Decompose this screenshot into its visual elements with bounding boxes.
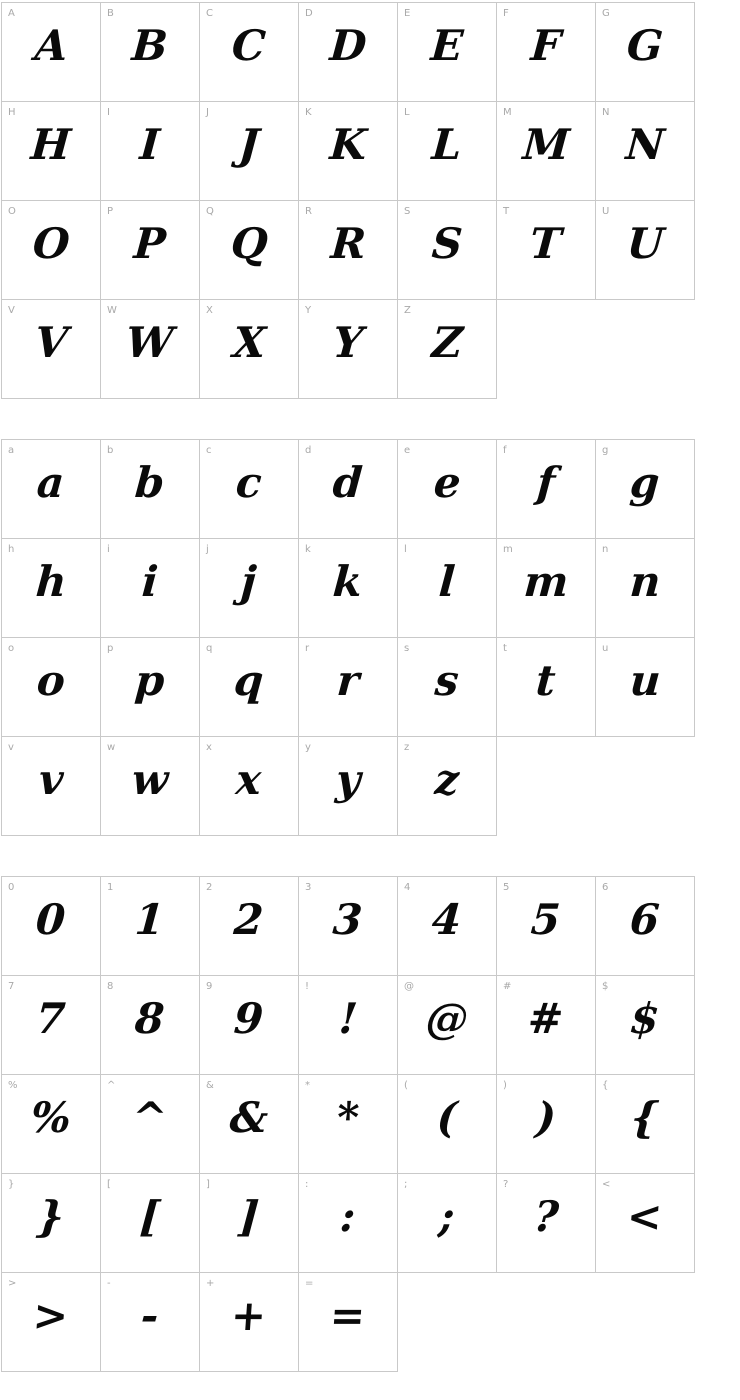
cell-glyph: T xyxy=(528,219,564,268)
cell-glyph: s xyxy=(433,656,461,705)
cell-glyph: V xyxy=(33,318,70,367)
cell-glyph: i xyxy=(140,557,160,606)
cell-label: 7 xyxy=(8,981,15,992)
cell-glyph: f xyxy=(535,458,557,507)
cell-label: ? xyxy=(503,1179,509,1190)
cell-glyph: b xyxy=(133,458,167,507)
cell-label: 6 xyxy=(602,882,609,893)
cell-label: y xyxy=(305,742,312,753)
grid-row xyxy=(1,1074,740,1174)
cell-label: Z xyxy=(404,305,412,316)
glyph-cell xyxy=(595,101,695,201)
glyph-cell xyxy=(298,1074,398,1174)
cell-glyph: N xyxy=(624,120,666,169)
cell-glyph: % xyxy=(29,1093,73,1142)
cell-glyph: ! xyxy=(337,994,359,1043)
cell-glyph: q xyxy=(232,656,266,705)
cell-glyph: X xyxy=(231,318,268,367)
glyph-cell xyxy=(199,1074,299,1174)
cell-glyph: h xyxy=(34,557,69,606)
cell-label: 2 xyxy=(206,882,213,893)
cell-glyph: w xyxy=(130,755,170,804)
cell-glyph: o xyxy=(35,656,67,705)
cell-label: P xyxy=(107,206,114,217)
cell-label: ] xyxy=(206,1179,211,1190)
cell-glyph: } xyxy=(35,1192,67,1241)
cell-label: ! xyxy=(305,981,310,992)
cell-glyph: Y xyxy=(331,318,365,367)
cell-glyph: B xyxy=(130,21,170,70)
grid-row xyxy=(1,1272,740,1372)
glyph-cell xyxy=(595,975,695,1075)
glyph-cell xyxy=(1,736,101,836)
glyph-cell xyxy=(298,200,398,300)
grid-row xyxy=(1,200,740,300)
glyph-cell xyxy=(496,200,596,300)
glyph-cell xyxy=(595,637,695,737)
cell-glyph: m xyxy=(522,557,570,606)
cell-glyph: l xyxy=(437,557,457,606)
cell-label: g xyxy=(602,445,609,456)
cell-label: j xyxy=(206,544,210,555)
glyph-cell xyxy=(1,1173,101,1273)
cell-glyph: 1 xyxy=(133,895,167,944)
cell-label: u xyxy=(602,643,609,654)
cell-label: 0 xyxy=(8,882,15,893)
grid-digits-and-symbols xyxy=(1,876,740,1372)
glyph-cell xyxy=(397,101,497,201)
cell-glyph: x xyxy=(234,755,264,804)
cell-glyph: u xyxy=(628,656,663,705)
cell-label: n xyxy=(602,544,609,555)
cell-glyph: K xyxy=(328,120,368,169)
grid-row xyxy=(1,299,740,399)
glyph-cell xyxy=(397,2,497,102)
cell-label: t xyxy=(503,643,508,654)
cell-label: [ xyxy=(107,1179,112,1190)
glyph-cell xyxy=(298,736,398,836)
cell-glyph: p xyxy=(133,656,167,705)
glyph-cell xyxy=(298,299,398,399)
glyph-cell xyxy=(199,2,299,102)
cell-glyph: H xyxy=(29,120,73,169)
cell-glyph: c xyxy=(234,458,264,507)
cell-label: N xyxy=(602,107,610,118)
cell-label: x xyxy=(206,742,213,753)
cell-glyph: = xyxy=(328,1291,368,1340)
grid-row xyxy=(1,538,740,638)
glyph-cell xyxy=(397,200,497,300)
cell-glyph: ^ xyxy=(130,1093,170,1142)
cell-glyph: F xyxy=(529,21,563,70)
glyph-cell xyxy=(298,1272,398,1372)
glyph-cell xyxy=(199,439,299,539)
glyph-cell xyxy=(199,101,299,201)
cell-label: f xyxy=(503,445,508,456)
glyph-cell xyxy=(298,439,398,539)
cell-label: $ xyxy=(602,981,609,992)
cell-label: ; xyxy=(404,1179,408,1190)
glyph-cell xyxy=(100,2,200,102)
cell-label: k xyxy=(305,544,312,555)
cell-glyph: [ xyxy=(138,1192,162,1241)
glyph-cell xyxy=(199,1272,299,1372)
cell-label: o xyxy=(8,643,15,654)
cell-label: & xyxy=(206,1080,215,1091)
grid-uppercase-letters xyxy=(1,2,740,399)
cell-glyph: U xyxy=(624,219,666,268)
cell-label: i xyxy=(107,544,111,555)
cell-glyph: 0 xyxy=(34,895,68,944)
cell-label: J xyxy=(206,107,210,118)
glyph-cell xyxy=(100,439,200,539)
grid-row xyxy=(1,876,740,976)
grid-row xyxy=(1,101,740,201)
cell-glyph: ( xyxy=(435,1093,459,1142)
cell-label: A xyxy=(8,8,16,19)
cell-label: 8 xyxy=(107,981,114,992)
cell-label: # xyxy=(503,981,512,992)
cell-label: F xyxy=(503,8,510,19)
glyph-cell xyxy=(298,1173,398,1273)
cell-label: Y xyxy=(305,305,312,316)
cell-glyph: r xyxy=(335,656,361,705)
cell-glyph: P xyxy=(132,219,168,268)
cell-label: D xyxy=(305,8,314,19)
cell-glyph: 5 xyxy=(529,895,563,944)
cell-glyph: 2 xyxy=(232,895,266,944)
cell-glyph: O xyxy=(31,219,72,268)
cell-label: = xyxy=(305,1278,314,1289)
glyph-cell xyxy=(100,637,200,737)
cell-label: E xyxy=(404,8,411,19)
glyph-cell xyxy=(595,439,695,539)
cell-glyph: ) xyxy=(534,1093,558,1142)
cell-glyph: ] xyxy=(237,1192,261,1241)
glyph-cell xyxy=(595,200,695,300)
cell-label: c xyxy=(206,445,212,456)
cell-label: T xyxy=(503,206,510,217)
cell-label: z xyxy=(404,742,410,753)
cell-glyph: $ xyxy=(628,994,662,1043)
cell-glyph: Q xyxy=(229,219,270,268)
cell-label: w xyxy=(107,742,116,753)
cell-label: ( xyxy=(404,1080,409,1091)
glyph-cell xyxy=(199,299,299,399)
cell-label: M xyxy=(503,107,513,118)
cell-label: v xyxy=(8,742,15,753)
glyph-cell xyxy=(100,736,200,836)
cell-glyph: ; xyxy=(437,1192,457,1241)
cell-glyph: j xyxy=(239,557,259,606)
glyph-cell xyxy=(496,876,596,976)
cell-label: C xyxy=(206,8,214,19)
glyph-cell xyxy=(496,975,596,1075)
cell-label: X xyxy=(206,305,214,316)
cell-glyph: 7 xyxy=(34,994,68,1043)
glyph-cell xyxy=(298,876,398,976)
cell-glyph: * xyxy=(335,1093,361,1142)
cell-label: V xyxy=(8,305,16,316)
cell-label: > xyxy=(8,1278,17,1289)
glyph-cell xyxy=(1,637,101,737)
cell-glyph: { xyxy=(629,1093,661,1142)
glyph-cell xyxy=(397,1173,497,1273)
glyph-cell xyxy=(100,538,200,638)
cell-glyph: 4 xyxy=(430,895,464,944)
cell-glyph: e xyxy=(431,458,463,507)
cell-label: q xyxy=(206,643,213,654)
cell-glyph: # xyxy=(526,994,566,1043)
cell-glyph: n xyxy=(628,557,663,606)
glyph-cell xyxy=(1,2,101,102)
glyph-cell xyxy=(100,200,200,300)
cell-glyph: L xyxy=(430,120,464,169)
cell-label: + xyxy=(206,1278,215,1289)
glyph-cell xyxy=(1,975,101,1075)
glyph-cell xyxy=(595,538,695,638)
cell-label: 1 xyxy=(107,882,114,893)
glyph-cell xyxy=(496,439,596,539)
cell-label: d xyxy=(305,445,312,456)
glyph-cell xyxy=(199,975,299,1075)
cell-glyph: E xyxy=(429,21,465,70)
glyph-cell xyxy=(199,736,299,836)
cell-label: O xyxy=(8,206,17,217)
cell-label: @ xyxy=(404,981,415,992)
cell-glyph: 6 xyxy=(628,895,662,944)
cell-glyph: : xyxy=(338,1192,358,1241)
cell-label: R xyxy=(305,206,313,217)
cell-glyph: R xyxy=(328,219,368,268)
cell-label: H xyxy=(8,107,17,118)
cell-label: I xyxy=(107,107,111,118)
cell-label: r xyxy=(305,643,310,654)
cell-label: e xyxy=(404,445,411,456)
cell-glyph: J xyxy=(237,120,261,169)
cell-label: 9 xyxy=(206,981,213,992)
glyph-cell xyxy=(1,876,101,976)
glyph-cell xyxy=(496,1074,596,1174)
cell-glyph: a xyxy=(35,458,67,507)
glyph-cell xyxy=(1,1074,101,1174)
glyph-cell xyxy=(298,637,398,737)
cell-label: a xyxy=(8,445,15,456)
cell-label: h xyxy=(8,544,15,555)
glyph-cell xyxy=(100,299,200,399)
glyph-cell xyxy=(496,1173,596,1273)
glyph-cell xyxy=(397,538,497,638)
glyph-cell xyxy=(100,101,200,201)
cell-glyph: Z xyxy=(429,318,465,367)
cell-glyph: M xyxy=(521,120,571,169)
cell-glyph: A xyxy=(33,21,70,70)
glyph-cell xyxy=(595,1074,695,1174)
cell-glyph: G xyxy=(625,21,665,70)
glyph-cell xyxy=(397,299,497,399)
glyph-cell xyxy=(1,101,101,201)
glyph-cell xyxy=(199,1173,299,1273)
glyph-cell xyxy=(1,200,101,300)
cell-glyph: v xyxy=(37,755,65,804)
glyph-cell xyxy=(496,637,596,737)
glyph-cell xyxy=(397,876,497,976)
cell-glyph: d xyxy=(331,458,365,507)
cell-label: b xyxy=(107,445,114,456)
cell-label: K xyxy=(305,107,313,118)
cell-label: : xyxy=(305,1179,309,1190)
grid-row xyxy=(1,2,740,102)
cell-label: 3 xyxy=(305,882,312,893)
glyph-cell xyxy=(199,538,299,638)
cell-glyph: D xyxy=(328,21,368,70)
glyph-cell xyxy=(496,2,596,102)
glyph-cell xyxy=(1,1272,101,1372)
glyph-cell xyxy=(1,299,101,399)
cell-label: { xyxy=(602,1080,609,1091)
cell-label: 5 xyxy=(503,882,510,893)
cell-label: S xyxy=(404,206,411,217)
cell-label: % xyxy=(8,1080,19,1091)
cell-label: ^ xyxy=(107,1080,116,1091)
glyph-cell xyxy=(397,975,497,1075)
cell-glyph: y xyxy=(334,755,362,804)
cell-label: ) xyxy=(503,1080,508,1091)
cell-glyph: t xyxy=(534,656,558,705)
cell-glyph: > xyxy=(31,1291,71,1340)
glyph-cell xyxy=(100,876,200,976)
cell-label: p xyxy=(107,643,114,654)
cell-glyph: k xyxy=(331,557,365,606)
cell-label: G xyxy=(602,8,611,19)
glyph-cell xyxy=(496,538,596,638)
glyph-cell xyxy=(298,538,398,638)
cell-label: L xyxy=(404,107,411,118)
cell-glyph: 9 xyxy=(232,994,266,1043)
glyph-cell xyxy=(397,439,497,539)
cell-glyph: g xyxy=(628,458,662,507)
cell-glyph: 8 xyxy=(133,994,167,1043)
glyph-cell xyxy=(1,439,101,539)
cell-label: Q xyxy=(206,206,215,217)
cell-label: < xyxy=(602,1179,611,1190)
glyph-cell xyxy=(100,975,200,1075)
cell-label: W xyxy=(107,305,118,316)
glyph-cell xyxy=(397,637,497,737)
glyph-cell xyxy=(298,101,398,201)
cell-glyph: & xyxy=(228,1093,270,1142)
glyph-cell xyxy=(595,876,695,976)
grid-lowercase-letters xyxy=(1,439,740,836)
glyph-cell xyxy=(1,538,101,638)
cell-label: l xyxy=(404,544,408,555)
cell-glyph: ? xyxy=(532,1192,561,1241)
glyph-cell xyxy=(100,1074,200,1174)
grid-row xyxy=(1,637,740,737)
glyph-cell xyxy=(496,101,596,201)
glyph-cell xyxy=(100,1272,200,1372)
cell-label: 4 xyxy=(404,882,411,893)
cell-glyph: < xyxy=(625,1192,665,1241)
glyph-cell xyxy=(595,1173,695,1273)
cell-glyph: z xyxy=(433,755,461,804)
cell-glyph: I xyxy=(138,120,162,169)
grid-row xyxy=(1,975,740,1075)
cell-label: * xyxy=(305,1080,311,1091)
glyph-cell xyxy=(397,736,497,836)
grid-row xyxy=(1,1173,740,1273)
grid-row xyxy=(1,439,740,539)
cell-label: B xyxy=(107,8,115,19)
glyph-cell xyxy=(100,1173,200,1273)
glyph-cell xyxy=(199,200,299,300)
glyph-cell xyxy=(298,2,398,102)
glyph-cell xyxy=(298,975,398,1075)
glyph-cell xyxy=(199,637,299,737)
cell-glyph: + xyxy=(229,1291,269,1340)
cell-glyph: C xyxy=(230,21,268,70)
cell-label: m xyxy=(503,544,514,555)
cell-label: - xyxy=(107,1278,112,1289)
glyph-cell xyxy=(397,1074,497,1174)
cell-glyph: W xyxy=(124,318,176,367)
cell-label: } xyxy=(8,1179,15,1190)
cell-glyph: - xyxy=(139,1291,161,1340)
cell-glyph: 3 xyxy=(331,895,365,944)
grid-row xyxy=(1,736,740,836)
glyph-cell xyxy=(595,2,695,102)
cell-label: s xyxy=(404,643,410,654)
cell-label: U xyxy=(602,206,610,217)
glyph-cell xyxy=(199,876,299,976)
cell-glyph: @ xyxy=(424,994,470,1043)
cell-glyph: S xyxy=(430,219,464,268)
